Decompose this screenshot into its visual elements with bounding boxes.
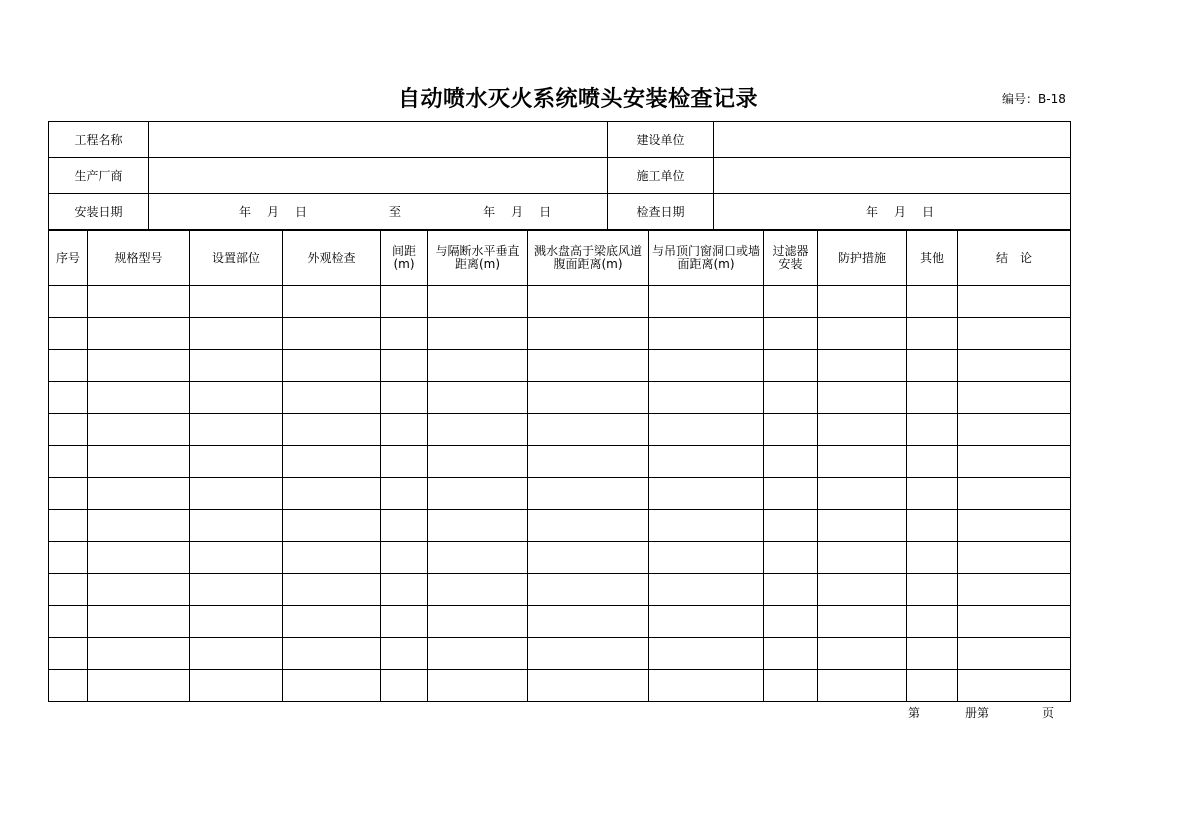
table-cell[interactable] xyxy=(958,542,1071,574)
project-name-field[interactable] xyxy=(149,122,608,158)
table-cell[interactable] xyxy=(428,670,528,702)
table-cell[interactable] xyxy=(649,606,764,638)
info-table xyxy=(48,121,1071,230)
table-cell[interactable] xyxy=(907,542,958,574)
table-row xyxy=(49,446,1071,478)
table-cell[interactable] xyxy=(428,446,528,478)
table-cell[interactable] xyxy=(818,286,907,318)
table-cell[interactable] xyxy=(818,574,907,606)
table-row xyxy=(49,350,1071,382)
table-cell[interactable] xyxy=(907,670,958,702)
table-cell[interactable] xyxy=(428,542,528,574)
table-cell[interactable] xyxy=(381,318,428,350)
table-cell[interactable] xyxy=(381,350,428,382)
table-row xyxy=(49,638,1071,670)
table-cell[interactable] xyxy=(958,350,1071,382)
table-cell[interactable] xyxy=(528,670,649,702)
table-cell[interactable] xyxy=(649,382,764,414)
table-cell[interactable] xyxy=(283,286,381,318)
table-cell[interactable] xyxy=(958,638,1071,670)
table-cell[interactable] xyxy=(907,510,958,542)
table-cell[interactable] xyxy=(49,574,88,606)
table-cell[interactable] xyxy=(88,510,190,542)
table-cell[interactable] xyxy=(649,638,764,670)
table-cell[interactable] xyxy=(49,350,88,382)
install-date-field[interactable] xyxy=(149,194,608,230)
table-cell[interactable] xyxy=(528,638,649,670)
table-cell[interactable] xyxy=(958,382,1071,414)
table-cell[interactable] xyxy=(818,542,907,574)
table-cell[interactable] xyxy=(958,606,1071,638)
table-cell[interactable] xyxy=(88,542,190,574)
table-cell[interactable] xyxy=(528,382,649,414)
table-cell[interactable] xyxy=(818,446,907,478)
info-row-project xyxy=(49,122,1071,158)
table-cell[interactable] xyxy=(528,286,649,318)
table-row xyxy=(49,414,1071,446)
table-cell[interactable] xyxy=(528,574,649,606)
table-cell[interactable] xyxy=(649,574,764,606)
table-cell[interactable] xyxy=(958,318,1071,350)
table-cell[interactable] xyxy=(958,286,1071,318)
table-cell[interactable] xyxy=(764,318,818,350)
column-header-text: 与隔断水平垂直距离(m) xyxy=(435,244,520,271)
table-cell[interactable] xyxy=(88,670,190,702)
table-cell[interactable] xyxy=(190,574,283,606)
info-row-dates xyxy=(49,194,1071,230)
install-from-month: 月 xyxy=(267,205,280,219)
column-header: 防护措施 xyxy=(818,231,907,286)
install-to-year: 年 xyxy=(483,205,496,219)
table-cell[interactable] xyxy=(88,446,190,478)
table-cell[interactable] xyxy=(764,350,818,382)
table-cell[interactable] xyxy=(88,606,190,638)
table-cell[interactable] xyxy=(49,542,88,574)
column-header: 其他 xyxy=(907,231,958,286)
table-cell[interactable] xyxy=(764,574,818,606)
inspect-year: 年 xyxy=(866,205,879,219)
to-label: 至 xyxy=(389,205,402,219)
table-cell[interactable] xyxy=(818,414,907,446)
manufacturer-label: 生产厂商 xyxy=(49,158,149,194)
column-header xyxy=(649,231,764,286)
table-cell[interactable] xyxy=(907,350,958,382)
table-cell[interactable] xyxy=(190,542,283,574)
table-row xyxy=(49,286,1071,318)
table-cell[interactable] xyxy=(528,318,649,350)
table-cell[interactable] xyxy=(907,574,958,606)
footer-ce-di: 册第 xyxy=(965,706,990,720)
table-cell[interactable] xyxy=(283,414,381,446)
inspect-date-field[interactable] xyxy=(714,194,1071,230)
table-cell[interactable] xyxy=(381,414,428,446)
table-cell[interactable] xyxy=(381,542,428,574)
table-cell[interactable] xyxy=(88,638,190,670)
table-cell[interactable] xyxy=(190,350,283,382)
table-cell[interactable] xyxy=(764,670,818,702)
table-cell[interactable] xyxy=(818,510,907,542)
table-row xyxy=(49,510,1071,542)
table-cell[interactable] xyxy=(428,286,528,318)
column-header: 规格型号 xyxy=(88,231,190,286)
column-header xyxy=(381,231,428,286)
table-cell[interactable] xyxy=(818,318,907,350)
table-cell[interactable] xyxy=(49,606,88,638)
table-cell[interactable] xyxy=(381,286,428,318)
table-cell[interactable] xyxy=(190,318,283,350)
table-cell[interactable] xyxy=(907,382,958,414)
column-header: 序号 xyxy=(49,231,88,286)
table-cell[interactable] xyxy=(528,542,649,574)
table-cell[interactable] xyxy=(49,414,88,446)
table-cell[interactable] xyxy=(818,638,907,670)
table-cell[interactable] xyxy=(764,286,818,318)
table-row xyxy=(49,670,1071,702)
table-row xyxy=(49,574,1071,606)
inspection-form xyxy=(48,121,1070,702)
table-cell[interactable] xyxy=(907,638,958,670)
install-to-day: 日 xyxy=(539,205,552,219)
column-header: 结 论 xyxy=(958,231,1071,286)
table-cell[interactable] xyxy=(428,574,528,606)
table-cell[interactable] xyxy=(283,638,381,670)
table-cell[interactable] xyxy=(381,638,428,670)
contractor-label: 施工单位 xyxy=(608,158,714,194)
table-cell[interactable] xyxy=(190,414,283,446)
project-name-label: 工程名称 xyxy=(49,122,149,158)
table-cell[interactable] xyxy=(649,318,764,350)
builder-label: 建设单位 xyxy=(608,122,714,158)
column-header xyxy=(528,231,649,286)
info-row-manufacturer xyxy=(49,158,1071,194)
table-cell[interactable] xyxy=(764,478,818,510)
table-cell[interactable] xyxy=(649,542,764,574)
table-cell[interactable] xyxy=(283,446,381,478)
table-cell[interactable] xyxy=(283,318,381,350)
table-cell[interactable] xyxy=(49,670,88,702)
table-cell[interactable] xyxy=(428,478,528,510)
column-header-text: 溅水盘高于梁底风道腹面距离(m) xyxy=(533,244,642,271)
install-from-day: 日 xyxy=(295,205,308,219)
inspect-day: 日 xyxy=(922,205,935,219)
table-cell[interactable] xyxy=(958,414,1071,446)
table-cell[interactable] xyxy=(283,574,381,606)
table-cell[interactable] xyxy=(381,574,428,606)
table-cell[interactable] xyxy=(764,542,818,574)
table-cell[interactable] xyxy=(649,510,764,542)
table-cell[interactable] xyxy=(190,638,283,670)
table-row xyxy=(49,542,1071,574)
table-cell[interactable] xyxy=(764,382,818,414)
table-cell[interactable] xyxy=(88,286,190,318)
column-header: 设置部位 xyxy=(190,231,283,286)
table-cell[interactable] xyxy=(283,542,381,574)
table-cell[interactable] xyxy=(49,478,88,510)
table-cell[interactable] xyxy=(907,414,958,446)
table-cell[interactable] xyxy=(958,478,1071,510)
table-cell[interactable] xyxy=(190,382,283,414)
table-cell[interactable] xyxy=(49,318,88,350)
table-cell[interactable] xyxy=(818,350,907,382)
inspect-date-label: 检查日期 xyxy=(608,194,714,230)
table-cell[interactable] xyxy=(88,574,190,606)
table-cell[interactable] xyxy=(381,478,428,510)
inspection-table xyxy=(48,230,1071,702)
table-cell[interactable] xyxy=(907,606,958,638)
table-cell[interactable] xyxy=(528,350,649,382)
table-cell[interactable] xyxy=(283,670,381,702)
column-header: 外观检查 xyxy=(283,231,381,286)
table-cell[interactable] xyxy=(49,638,88,670)
table-cell[interactable] xyxy=(764,638,818,670)
table-cell[interactable] xyxy=(428,638,528,670)
table-cell[interactable] xyxy=(818,606,907,638)
table-cell[interactable] xyxy=(764,446,818,478)
table-cell[interactable] xyxy=(649,478,764,510)
column-header xyxy=(764,231,818,286)
table-cell[interactable] xyxy=(381,606,428,638)
table-cell[interactable] xyxy=(764,510,818,542)
builder-field[interactable] xyxy=(714,122,1071,158)
contractor-field[interactable] xyxy=(714,158,1071,194)
table-cell[interactable] xyxy=(907,478,958,510)
table-cell[interactable] xyxy=(649,446,764,478)
table-cell[interactable] xyxy=(649,670,764,702)
install-date-label: 安装日期 xyxy=(49,194,149,230)
table-cell[interactable] xyxy=(49,286,88,318)
table-row xyxy=(49,478,1071,510)
document-title: 自动喷水灭火系统喷头安装检查记录 xyxy=(398,87,759,112)
table-cell[interactable] xyxy=(428,414,528,446)
table-cell[interactable] xyxy=(190,446,283,478)
column-header-text: 间距(m) xyxy=(391,244,416,271)
table-cell[interactable] xyxy=(528,478,649,510)
table-cell[interactable] xyxy=(528,510,649,542)
table-cell[interactable] xyxy=(190,606,283,638)
manufacturer-field[interactable] xyxy=(149,158,608,194)
table-cell[interactable] xyxy=(818,670,907,702)
column-header-text: 过滤器安装 xyxy=(772,244,809,271)
table-cell[interactable] xyxy=(190,286,283,318)
table-cell[interactable] xyxy=(190,670,283,702)
table-cell[interactable] xyxy=(428,606,528,638)
table-cell[interactable] xyxy=(958,574,1071,606)
footer-di: 第 xyxy=(908,706,921,720)
table-cell[interactable] xyxy=(528,414,649,446)
table-cell[interactable] xyxy=(88,414,190,446)
table-cell[interactable] xyxy=(958,670,1071,702)
table-cell[interactable] xyxy=(190,510,283,542)
table-cell[interactable] xyxy=(428,382,528,414)
table-cell[interactable] xyxy=(283,510,381,542)
inspect-month: 月 xyxy=(894,205,907,219)
table-cell[interactable] xyxy=(907,286,958,318)
table-cell[interactable] xyxy=(958,510,1071,542)
table-cell[interactable] xyxy=(818,478,907,510)
table-cell[interactable] xyxy=(49,446,88,478)
install-to-month: 月 xyxy=(511,205,524,219)
table-cell[interactable] xyxy=(818,382,907,414)
table-cell[interactable] xyxy=(907,318,958,350)
table-cell[interactable] xyxy=(649,414,764,446)
table-cell[interactable] xyxy=(190,478,283,510)
table-cell[interactable] xyxy=(428,510,528,542)
table-row xyxy=(49,318,1071,350)
install-from-year: 年 xyxy=(239,205,252,219)
table-cell[interactable] xyxy=(958,446,1071,478)
table-cell[interactable] xyxy=(283,478,381,510)
column-header xyxy=(428,231,528,286)
table-cell[interactable] xyxy=(88,318,190,350)
table-cell[interactable] xyxy=(764,606,818,638)
table-cell[interactable] xyxy=(283,350,381,382)
table-cell[interactable] xyxy=(528,446,649,478)
table-cell[interactable] xyxy=(649,286,764,318)
table-cell[interactable] xyxy=(283,606,381,638)
column-header-text: 与吊顶门窗洞口或墙面距离(m) xyxy=(652,244,761,271)
table-cell[interactable] xyxy=(283,382,381,414)
table-cell[interactable] xyxy=(649,350,764,382)
table-cell[interactable] xyxy=(88,382,190,414)
table-cell[interactable] xyxy=(49,510,88,542)
table-row xyxy=(49,606,1071,638)
table-cell[interactable] xyxy=(428,350,528,382)
table-header-row xyxy=(49,231,1071,286)
document-code: 编号：B-18 xyxy=(1002,92,1066,106)
table-cell[interactable] xyxy=(764,414,818,446)
table-cell[interactable] xyxy=(907,446,958,478)
table-cell[interactable] xyxy=(528,606,649,638)
table-cell[interactable] xyxy=(88,478,190,510)
table-cell[interactable] xyxy=(381,382,428,414)
table-cell[interactable] xyxy=(381,510,428,542)
table-row xyxy=(49,382,1071,414)
footer-ye: 页 xyxy=(1042,706,1055,720)
table-cell[interactable] xyxy=(381,670,428,702)
table-cell[interactable] xyxy=(381,446,428,478)
table-cell[interactable] xyxy=(88,350,190,382)
table-cell[interactable] xyxy=(428,318,528,350)
table-cell[interactable] xyxy=(49,382,88,414)
